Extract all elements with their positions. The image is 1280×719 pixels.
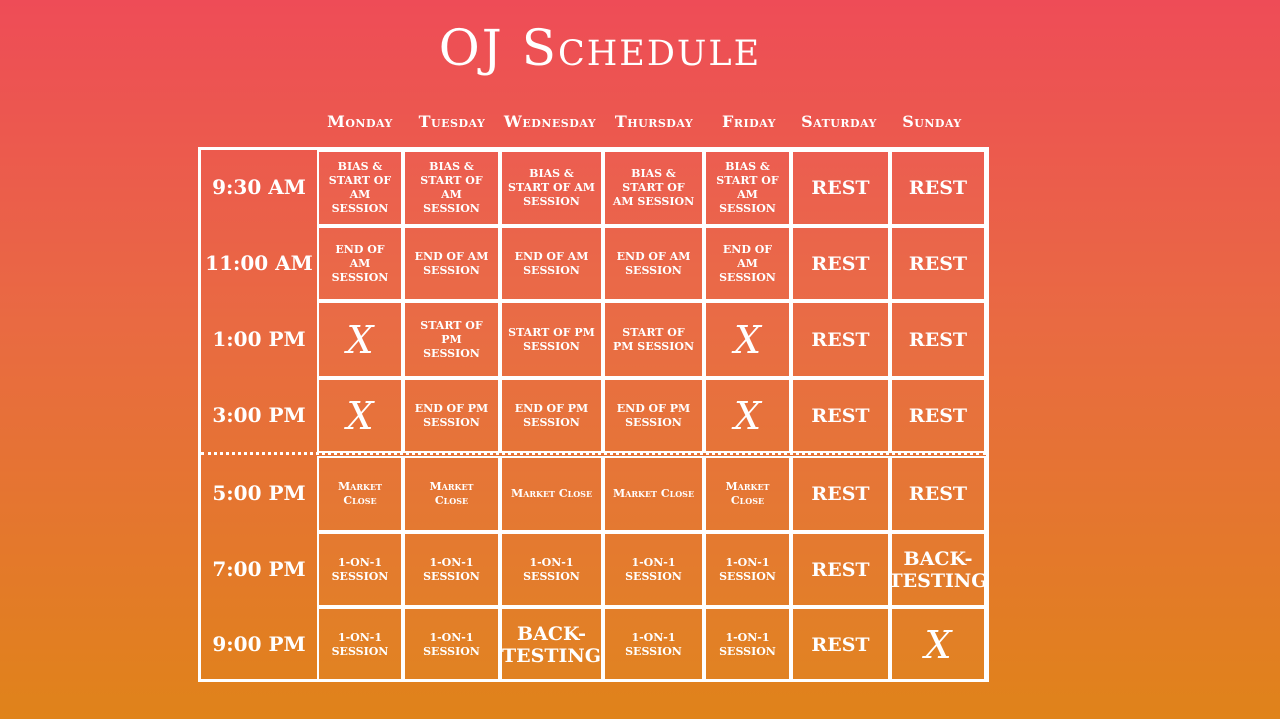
schedule-cell: START OF PM SESSION — [500, 301, 603, 378]
page-title: OJ Schedule — [438, 19, 762, 77]
time-label: 9:00 PM — [212, 631, 306, 656]
schedule-cell: Market Close — [317, 456, 403, 532]
schedule-cell: REST — [791, 378, 890, 453]
schedule-cell: 1-ON-1 SESSION — [704, 607, 791, 682]
schedule-cell: BACK-TESTING — [500, 607, 603, 682]
schedule-cell: REST — [890, 301, 986, 378]
schedule-cell: Market Close — [704, 456, 791, 532]
schedule-cell: END OF AM SESSION — [603, 226, 704, 301]
day-header-monday: Monday — [327, 112, 393, 131]
time-label: 5:00 PM — [212, 481, 306, 505]
day-header-friday: Friday — [721, 112, 777, 131]
schedule-cell: END OF AM SESSION — [704, 226, 791, 301]
schedule-cell: END OF AM SESSION — [317, 226, 403, 301]
schedule-cell: 1-ON-1 SESSION — [603, 532, 704, 607]
time-label: 3:00 PM — [212, 402, 306, 427]
schedule-cell: X — [890, 607, 986, 682]
schedule-cell: END OF PM SESSION — [500, 378, 603, 453]
schedule-cell: 1-ON-1 SESSION — [500, 532, 603, 607]
schedule-cell: REST — [890, 456, 986, 532]
day-header-sunday: Sunday — [902, 112, 962, 131]
schedule-cell: X — [704, 301, 791, 378]
schedule-cell: REST — [791, 456, 890, 532]
schedule-cell: Market Close — [500, 456, 603, 532]
schedule-cell: BIAS & START OF AM SESSION — [403, 150, 500, 226]
schedule-cell: X — [704, 378, 791, 453]
day-header-tuesday: Tuesday — [418, 112, 486, 131]
schedule-cell: BIAS & START OF AM SESSION — [500, 150, 603, 226]
time-label: 1:00 PM — [212, 326, 306, 351]
schedule-cell: BIAS & START OF AM SESSION — [603, 150, 704, 226]
schedule-cell: REST — [791, 226, 890, 301]
schedule-cell: REST — [791, 607, 890, 682]
schedule-cell: END OF PM SESSION — [403, 378, 500, 453]
time-label: 11:00 AM — [205, 250, 313, 275]
schedule-cell: 1-ON-1 SESSION — [403, 532, 500, 607]
time-label: 9:30 AM — [212, 175, 306, 199]
schedule-cell: END OF PM SESSION — [603, 378, 704, 453]
schedule-cell: X — [317, 378, 403, 453]
day-header-thursday: Thursday — [614, 112, 694, 131]
day-header-saturday: Saturday — [801, 112, 877, 131]
schedule-cell: REST — [890, 378, 986, 453]
schedule-cell: 1-ON-1 SESSION — [603, 607, 704, 682]
schedule-cell: BACK-TESTING — [890, 532, 986, 607]
schedule-cell: END OF AM SESSION — [500, 226, 603, 301]
schedule-cell: X — [317, 301, 403, 378]
schedule-cell: BIAS & START OF AM SESSION — [317, 150, 403, 226]
schedule-cell: START OF PM SESSION — [403, 301, 500, 378]
schedule-cell: REST — [791, 150, 890, 226]
day-header-wednesday: Wednesday — [503, 112, 597, 131]
schedule-cell: 1-ON-1 SESSION — [403, 607, 500, 682]
schedule-cell: 1-ON-1 SESSION — [317, 532, 403, 607]
time-label: 7:00 PM — [212, 556, 306, 581]
schedule-cell: Market Close — [403, 456, 500, 532]
schedule-cell: BIAS & START OF AM SESSION — [704, 150, 791, 226]
schedule-cell: REST — [791, 532, 890, 607]
schedule-cell: REST — [890, 150, 986, 226]
schedule-cell: Market Close — [603, 456, 704, 532]
schedule-grid — [198, 147, 989, 682]
schedule-cell: START OF PM SESSION — [603, 301, 704, 378]
schedule-cell: REST — [890, 226, 986, 301]
schedule-cell: 1-ON-1 SESSION — [317, 607, 403, 682]
schedule-cell: REST — [791, 301, 890, 378]
schedule-cell: END OF AM SESSION — [403, 226, 500, 301]
schedule-cell: 1-ON-1 SESSION — [704, 532, 791, 607]
